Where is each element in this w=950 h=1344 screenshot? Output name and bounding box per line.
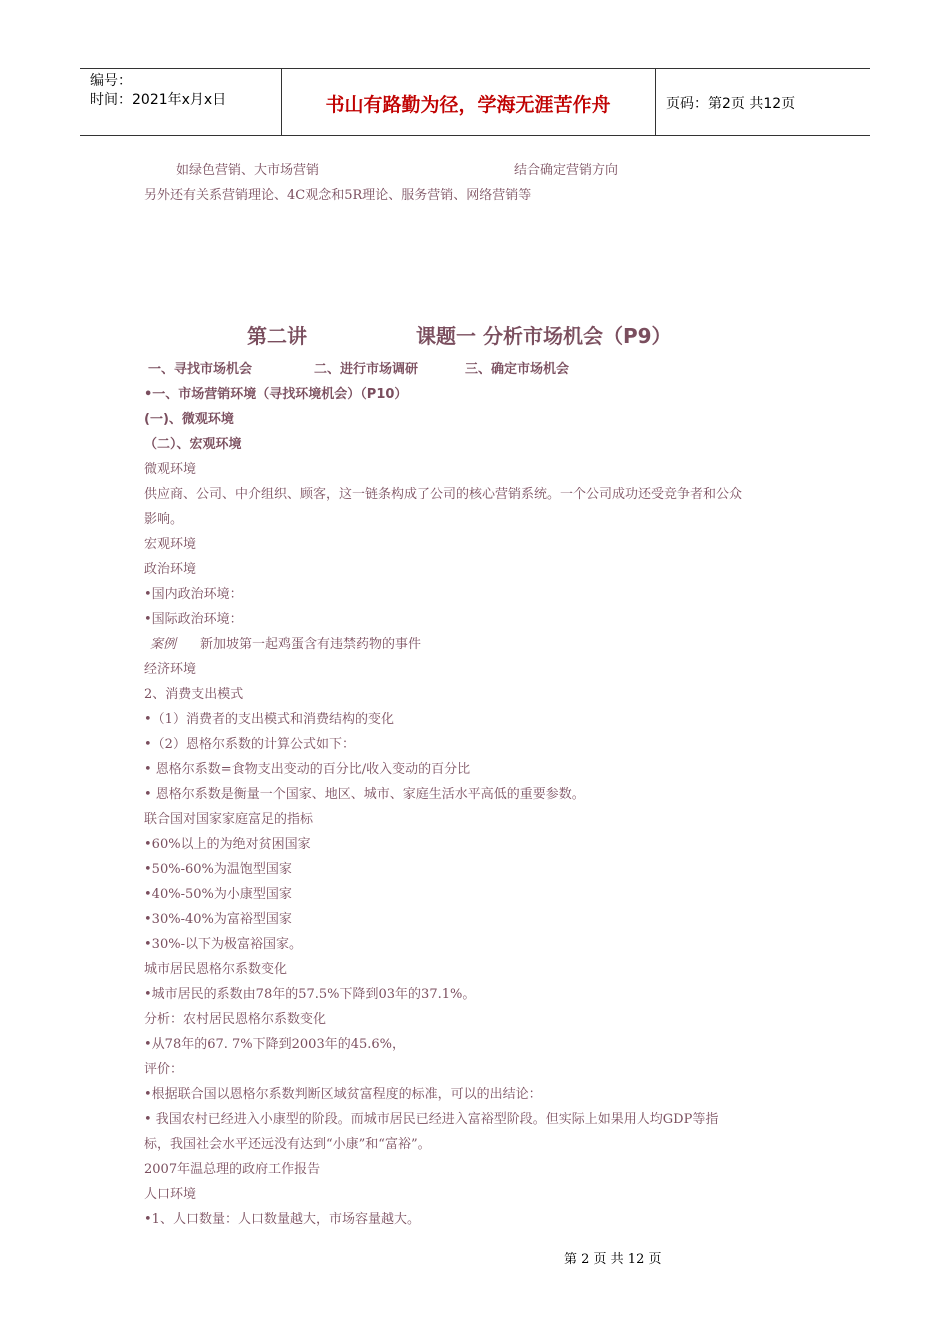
section-heading: •一、市场营销环境（寻找环境机会）（P10） (144, 387, 408, 402)
header-meta (90, 72, 226, 110)
body-line: •国际政治环境： (144, 612, 243, 627)
body-line: 城市居民恩格尔系数变化 (144, 962, 288, 977)
body-line: •城市居民的系数由78年的57.5%下降到03年的37.1%。 (144, 987, 476, 1002)
intro-line-left: 如绿色营销、大市场营销 (176, 163, 320, 178)
step-item: 三、确定市场机会 (465, 362, 570, 377)
body-line: 标，我国社会水平还远没有达到“小康”和“富裕”。 (144, 1137, 431, 1152)
body-line: •（1）消费者的支出模式和消费结构的变化 (144, 712, 394, 727)
case-label: 案例 (150, 637, 177, 652)
body-line: •60%以上的为绝对贫困国家 (144, 837, 311, 852)
lecture-topic: 课题一 分析市场机会（P9） (416, 324, 672, 348)
lecture-part: 第二讲 (247, 324, 307, 348)
body-line: 微观环境 (144, 462, 197, 477)
body-line: • 我国农村已经进入小康型的阶段。而城市居民已经进入富裕型阶段。但实际上如果用人均GDP等指 (144, 1112, 719, 1127)
header-divider (655, 68, 656, 136)
serial-label: 编号： (90, 73, 132, 89)
header-bottom-rule (80, 135, 870, 136)
body-line: •30%-以下为极富裕国家。 (144, 937, 302, 952)
page-footer: 第 2 页 共 12 页 (564, 1252, 662, 1267)
body-line: •1、人口数量：人口数量越大，市场容量越大。 (144, 1212, 420, 1227)
header-top-rule (80, 68, 870, 69)
body-line: 宏观环境 (144, 537, 197, 552)
step-item: 二、进行市场调研 (314, 362, 419, 377)
body-line: 联合国对国家家庭富足的指标 (144, 812, 314, 827)
body-line: •40%-50%为小康型国家 (144, 887, 292, 902)
body-line: • 恩格尔系数是衡量一个国家、地区、城市、家庭生活水平高低的重要参数。 (144, 787, 585, 802)
case-text: 新加坡第一起鸡蛋含有违禁药物的事件 (200, 637, 422, 652)
time-label: 时间：2021年x月x日 (90, 92, 227, 108)
body-line: • 恩格尔系数=食物支出变动的百分比/收入变动的百分比 (144, 762, 471, 777)
body-line: 经济环境 (144, 662, 197, 677)
body-line: 分析：农村居民恩格尔系数变化 (144, 1012, 327, 1027)
intro-line-right: 结合确定营销方向 (514, 163, 619, 178)
body-line: •国内政治环境： (144, 587, 243, 602)
body-line: 人口环境 (144, 1187, 197, 1202)
body-line: 2、消费支出模式 (144, 687, 244, 702)
body-line: •从78年的67. 7%下降到2003年的45.6%， (144, 1037, 406, 1052)
body-line: •（2）恩格尔系数的计算公式如下： (144, 737, 355, 752)
body-line: 影响。 (144, 512, 184, 527)
step-item: 一、寻找市场机会 (148, 362, 253, 377)
section-heading: （二）、宏观环境 (144, 437, 242, 452)
section-heading: (一)、微观环境 (144, 412, 234, 427)
body-line: 2007年温总理的政府工作报告 (144, 1162, 321, 1177)
header-motto: 书山有路勤为径，学海无涯苦作舟 (325, 94, 611, 116)
intro-line: 另外还有关系营销理论、4C观念和5R理论、服务营销、网络营销等 (144, 188, 532, 203)
header-page-code: 页码：第2页 共12页 (666, 96, 796, 112)
body-line: 供应商、公司、中介组织、顾客，这一链条构成了公司的核心营销系统。一个公司成功还受竞争者和公众 (144, 487, 743, 502)
body-line: 政治环境 (144, 562, 197, 577)
body-line: 评价： (144, 1062, 184, 1077)
body-line: •根据联合国以恩格尔系数判断区域贫富程度的标准，可以的出结论： (144, 1087, 542, 1102)
body-line: •30%-40%为富裕型国家 (144, 912, 292, 927)
body-line: •50%-60%为温饱型国家 (144, 862, 292, 877)
